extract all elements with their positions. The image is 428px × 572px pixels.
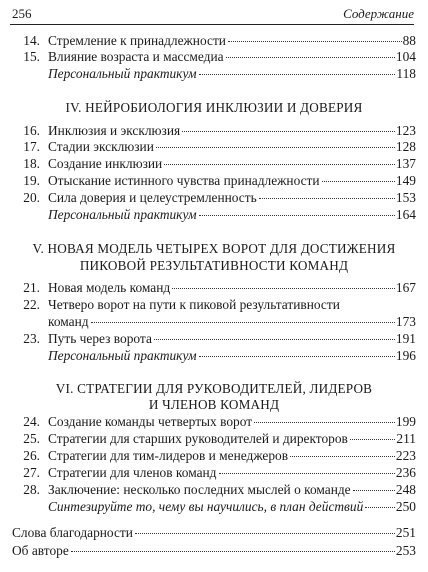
entry-title: Об авторе [12,543,69,558]
dot-leader [199,73,396,75]
entry-number: 22. [23,297,40,312]
entry-page: 123 [395,123,416,138]
entry-number: 18. [23,156,40,171]
section-heading-vi-line1: VI. СТРАТЕГИИ ДЛЯ РУКОВОДИТЕЛЕЙ, ЛИДЕРОВ [55,381,373,396]
toc-entry-27[interactable] [12,465,416,481]
toc-entry-25[interactable] [12,431,416,447]
dot-leader [350,438,396,440]
entry-title: Создание инклюзии [48,156,163,171]
entry-number: 20. [23,190,40,205]
entry-title: Стратегии для членов команд [48,465,217,480]
entry-number: 19. [23,173,40,188]
toc-entry-16[interactable] [12,123,416,139]
dot-leader [228,40,402,42]
entry-title: Персональный практикум [48,348,197,363]
entry-page: 248 [395,482,416,497]
entry-number: 14. [23,33,40,48]
entry-page: 128 [395,139,416,154]
toc-entry-23[interactable] [12,331,416,347]
dot-leader [365,506,395,508]
entry-page: 250 [395,499,416,514]
dot-leader [322,180,395,182]
entry-title: Инклюзия и эксклюзия [48,123,181,138]
entry-number: 24. [23,414,40,429]
page-header [10,4,414,25]
entry-number: 15. [23,49,40,64]
dot-leader [219,472,395,474]
section-heading-v-line2: ПИКОВОЙ РЕЗУЛЬТАТИВНОСТИ КОМАНД [79,258,349,273]
entry-title: Стремление к принадлежности [48,33,226,48]
toc-entry-20[interactable] [12,190,416,206]
entry-title: Отыскание истинного чувства принадлежности [48,173,320,188]
entry-title: Сила доверия и целеустремленность [48,190,257,205]
entry-title: Создание команды четвертых ворот [48,414,253,429]
entry-page: 211 [396,431,416,446]
dot-leader [259,197,395,199]
entry-page: 104 [395,49,416,64]
dot-leader [172,287,395,289]
dot-leader [164,163,395,165]
entry-number: 16. [23,123,40,138]
dot-leader [91,321,395,323]
entry-title: Стратегии для тим-лидеров и менеджеров [48,448,289,463]
dot-leader [254,421,395,423]
toc-entry-acknowledgements[interactable] [12,525,416,541]
toc-entry-24[interactable] [12,414,416,430]
toc-entry-21[interactable] [12,280,416,296]
section-heading-vi-line2: И ЧЛЕНОВ КОМАНД [148,397,280,412]
entry-title-line1: Четверо ворот на пути к пиковой результативности [48,297,340,312]
entry-number: 21. [23,280,40,295]
toc-entry-18[interactable] [12,156,416,172]
entry-title: Персональный практикум [48,207,197,222]
dot-leader [353,489,395,491]
entry-page: 153 [395,190,416,205]
entry-number: 23. [23,331,40,346]
dot-leader [71,550,395,552]
toc-entry-28[interactable] [12,482,416,498]
toc-entry-15[interactable] [12,49,416,65]
toc-entry-practicum[interactable] [12,66,416,82]
dot-leader [156,146,395,148]
toc-entry-26[interactable] [12,448,416,464]
toc-entry-22-continued[interactable] [12,314,416,330]
entry-page: 199 [395,414,416,429]
entry-page: 88 [402,33,416,48]
entry-title: Путь через ворота [48,331,152,346]
entry-page: 149 [395,173,416,188]
entry-page: 236 [395,465,416,480]
running-title: Содержание [343,6,414,21]
toc-entry-19[interactable] [12,173,416,189]
toc-entry-17[interactable] [12,139,416,155]
entry-title: Персональный практикум [48,66,197,81]
toc-entry-about-author[interactable] [12,543,416,559]
page-number: 256 [12,6,32,21]
entry-page: 223 [395,448,416,463]
entry-number: 26. [23,448,40,463]
dot-leader [154,338,395,340]
entry-page: 167 [395,280,416,295]
toc-entry-practicum[interactable] [12,207,416,223]
entry-page: 173 [395,314,416,329]
entry-title: Новая модель команд [48,280,171,295]
dot-leader [290,455,395,457]
entry-title: Заключение: несколько последних мыслей о команде [48,482,351,497]
entry-page: 137 [395,156,416,171]
entry-number: 28. [23,482,40,497]
dot-leader [199,214,395,216]
toc-entry-14[interactable] [12,33,416,49]
entry-page: 253 [395,543,416,558]
toc-entry-synthesis[interactable] [12,499,416,515]
dot-leader [182,130,395,132]
entry-title: Синтезируйте то, чему вы научились, в план действий [48,499,364,514]
entry-number: 27. [23,465,40,480]
entry-page: 196 [395,348,416,363]
entry-title: Стратегии для старших руководителей и директоров [48,431,348,446]
toc-entry-22[interactable] [12,297,416,313]
toc-entry-practicum[interactable] [12,348,416,364]
dot-leader [226,56,395,58]
section-heading-v-line1: V. НОВАЯ МОДЕЛЬ ЧЕТЫРЕХ ВОРОТ ДЛЯ ДОСТИЖЕНИЯ [32,241,396,256]
entry-title: Влияние возраста и массмедиа [48,49,224,64]
entry-title: Слова благодарности [12,525,133,540]
entry-title-line2: команд [48,314,89,329]
entry-number: 17. [23,139,40,154]
entry-number: 25. [23,431,40,446]
entry-title: Стадии эксклюзии [48,139,154,154]
entry-page: 191 [395,331,416,346]
entry-page: 251 [395,525,416,540]
section-heading-iv: IV. НЕЙРОБИОЛОГИЯ ИНКЛЮЗИИ И ДОВЕРИЯ [65,100,363,115]
entry-page: 164 [395,207,416,222]
dot-leader [199,355,395,357]
dot-leader [135,532,395,534]
entry-page: 118 [396,66,416,81]
